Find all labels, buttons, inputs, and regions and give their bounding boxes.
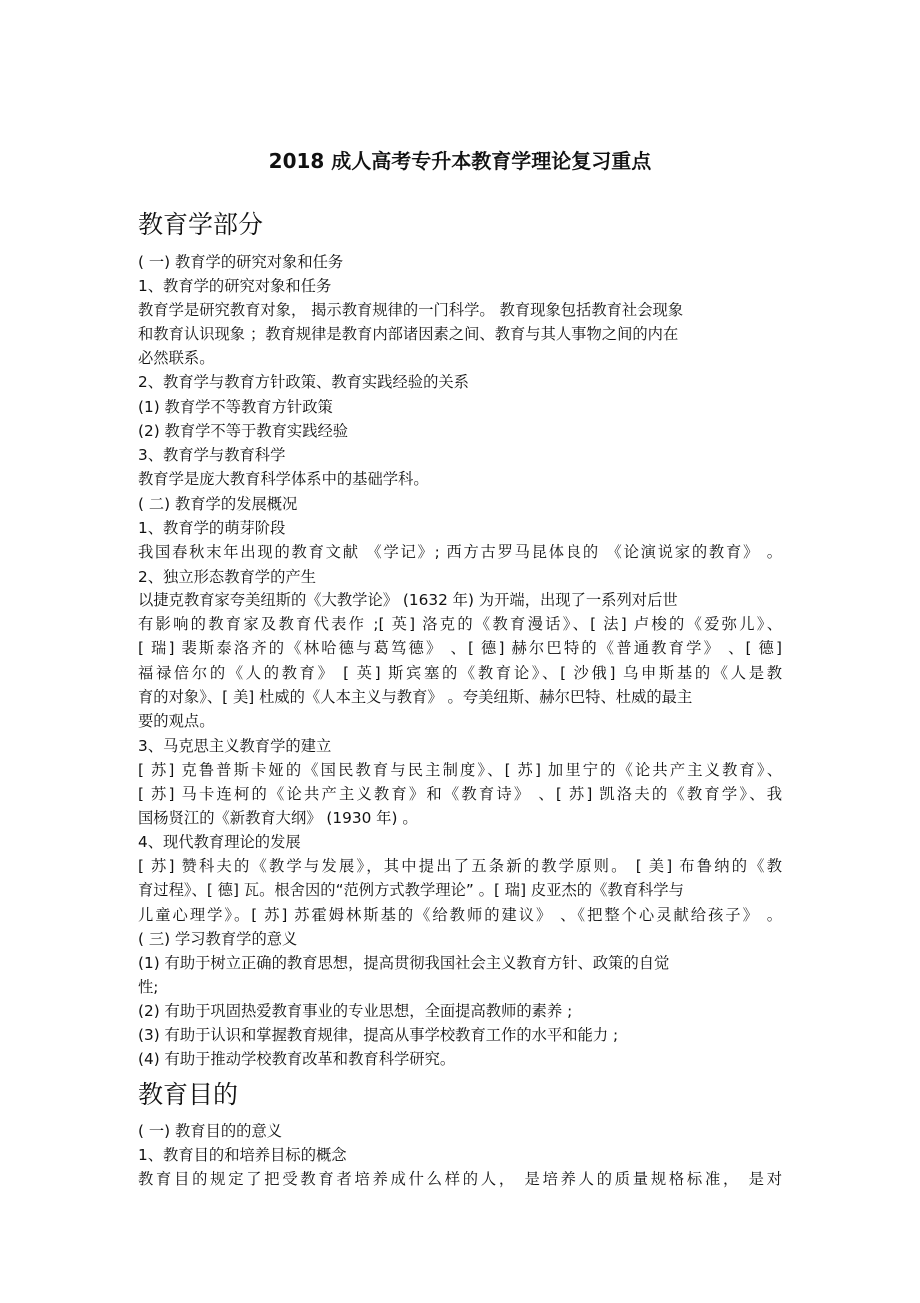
text-line: (3) 有助于认识和掌握教育规律，提高从事学校教育工作的水平和能力 ; bbox=[138, 1026, 619, 1044]
text-line: 教育学是庞大教育科学体系中的基础学科。 bbox=[138, 470, 429, 488]
text-line: 2、教育学与教育方针政策、教育实践经验的关系 bbox=[138, 373, 469, 391]
text-line: ( 三) 学习教育学的意义 bbox=[138, 930, 298, 948]
text-line: 3、教育学与教育科学 bbox=[138, 446, 286, 464]
text-line: 和教育认识现象 ；教育规律是教育内部诸因素之间、教育与其人事物之间的内在 bbox=[138, 325, 679, 343]
text-line: 国杨贤江的《新教育大纲》 (1930 年) 。 bbox=[138, 809, 418, 827]
document-title: 2018 成人高考专升本教育学理论复习重点 bbox=[268, 149, 652, 173]
text-line: ( 一) 教育学的研究对象和任务 bbox=[138, 253, 344, 271]
text-line: [ 瑞] 裴斯泰洛齐的《林哈德与葛笃德》 、[ 德] 赫尔巴特的《普通教育学》 、[ 德] bbox=[138, 639, 782, 657]
text-line: (2) 教育学不等于教育实践经验 bbox=[138, 422, 349, 440]
text-line: 1、教育学的萌芽阶段 bbox=[138, 519, 286, 537]
text-line: [ 苏] 赞科夫的《教学与发展》，其中提出了五条新的教学原则。 [ 美] 布鲁纳的《教 bbox=[138, 857, 782, 875]
text-line: (2) 有助于巩固热爱教育事业的专业思想，全面提高教师的素养 ; bbox=[138, 1002, 573, 1020]
text-line: (1) 有助于树立正确的教育思想，提高贯彻我国社会主义教育方针、政策的自觉 bbox=[138, 954, 670, 972]
text-line: 4、现代教育理论的发展 bbox=[138, 833, 301, 851]
text-line: 必然联系。 bbox=[138, 349, 215, 367]
text-line: 我国春秋末年出现的教育文献 《学记》; 西方古罗马昆体良的 《论演说家的教育》 。 bbox=[138, 543, 782, 561]
text-line: 教育目的规定了把受教育者培养成什么样的人， 是培养人的质量规格标准， 是对 bbox=[138, 1170, 782, 1188]
text-line: 育的对象》、[ 美] 杜威的《人本主义与教育》 。夸美纽斯、赫尔巴特、杜威的最主 bbox=[138, 688, 693, 706]
section-heading: 教育学部分 bbox=[138, 210, 264, 239]
text-line: 1、教育学的研究对象和任务 bbox=[138, 277, 332, 295]
text-line: 儿童心理学》。[ 苏] 苏霍姆林斯基的《给教师的建议》 、《把整个心灵献给孩子》 。 bbox=[138, 906, 782, 924]
text-line: 3、马克思主义教育学的建立 bbox=[138, 737, 332, 755]
text-line: 以捷克教育家夸美纽斯的《大教学论》 (1632 年) 为开端，出现了一系列对后世 bbox=[138, 591, 678, 609]
text-line: 教育学是研究教育对象， 揭示教育规律的一门科学。 教育现象包括教育社会现象 bbox=[138, 301, 684, 319]
text-line: 要的观点。 bbox=[138, 712, 215, 730]
text-line: [ 苏] 马卡连柯的《论共产主义教育》和《教育诗》 、[ 苏] 凯洛夫的《教育学》、我 bbox=[138, 785, 782, 803]
text-line: ( 二) 教育学的发展概况 bbox=[138, 495, 298, 513]
text-line: ( 一) 教育目的的意义 bbox=[138, 1122, 283, 1140]
text-line: 性; bbox=[138, 978, 159, 996]
text-line: (4) 有助于推动学校教育改革和教育科学研究。 bbox=[138, 1050, 456, 1068]
text-line: 1、教育目的和培养目标的概念 bbox=[138, 1146, 347, 1164]
text-line: 育过程》、[ 德] 瓦。根舍因的“范例方式教学理论” 。[ 瑞] 皮亚杰的《教育科学与 bbox=[138, 881, 684, 899]
text-line: 2、独立形态教育学的产生 bbox=[138, 568, 316, 586]
text-line: [ 苏] 克鲁普斯卡娅的《国民教育与民主制度》、[ 苏] 加里宁的《论共产主义教育》、 bbox=[138, 761, 782, 779]
section-heading: 教育目的 bbox=[138, 1080, 239, 1109]
text-line: 有影响的教育家及教育代表作 ;[ 英] 洛克的《教育漫话》、[ 法] 卢梭的《爱弥儿》、 bbox=[138, 615, 782, 633]
text-line: (1) 教育学不等教育方针政策 bbox=[138, 398, 333, 416]
text-line: 福禄倍尔的《人的教育》 [ 英] 斯宾塞的《教育论》、[ 沙俄] 乌申斯基的《人是教 bbox=[138, 664, 782, 682]
